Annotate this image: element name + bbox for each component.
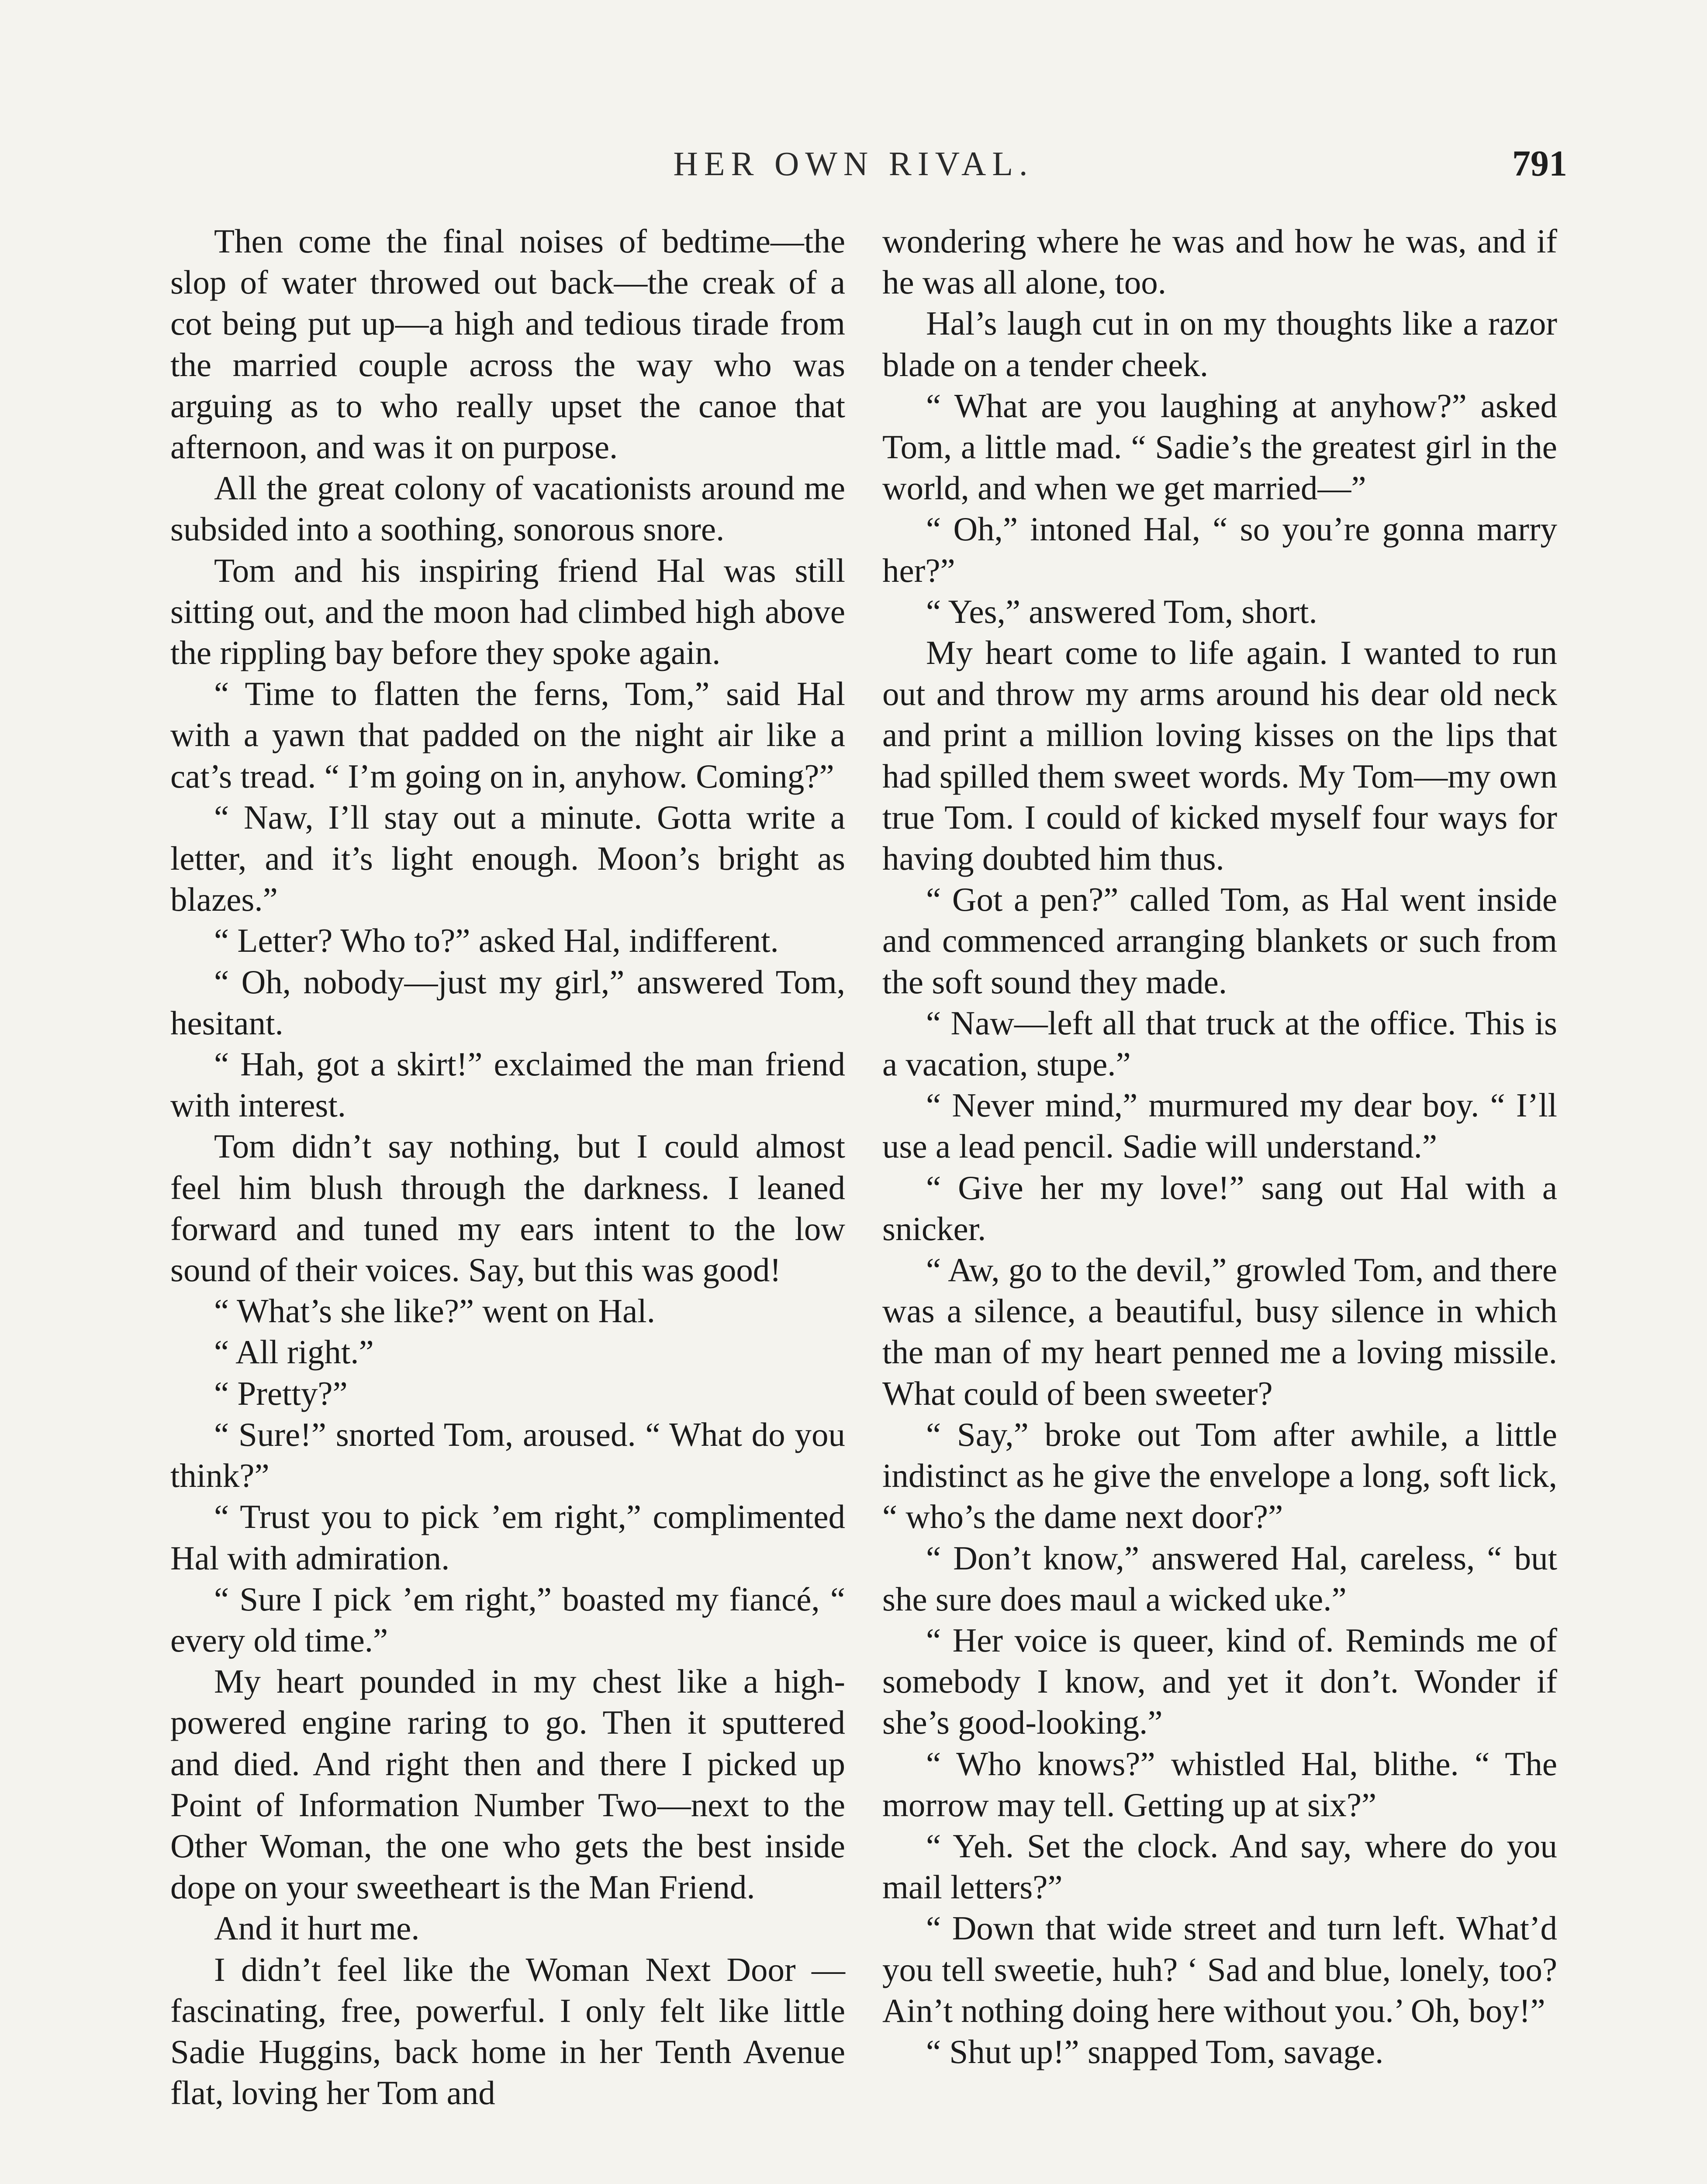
paragraph: “ Pretty?” xyxy=(214,1374,348,1412)
paragraph: “ Got a pen?” called Tom, as Hal went inside and commenced arranging blankets or such from the soft sound they made. xyxy=(882,881,1557,1001)
left-column xyxy=(170,221,845,2113)
paragraph: “ What are you laughing at anyhow?” asked Tom, a little mad. “ Sadie’s the greatest girl in the world, and when we get married—” xyxy=(882,387,1557,507)
paragraph: “ Time to flatten the ferns, Tom,” said Hal with a yawn that padded on the night air like a cat’s tread. “ I’m going on in, anyhow. Coming?” xyxy=(170,675,845,795)
page-number: 791 xyxy=(1512,143,1567,184)
paragraph: “ Aw, go to the devil,” growled Tom, and there was a silence, a beautiful, busy silence in which the man of my heart penned me a loving missile. What could of been sweeter? xyxy=(882,1251,1557,1412)
paragraph: And it hurt me. xyxy=(214,1909,420,1947)
paragraph: “ Down that wide street and turn left. What’d you tell sweetie, huh? ‘ Sad and blue, lonely, too? Ain’t nothing doing here without you.’ Oh, boy!” xyxy=(882,1909,1557,2029)
paragraph: “ What’s she like?” went on Hal. xyxy=(214,1292,655,1330)
paragraph: I didn’t feel like the Woman Next Door —fascinating, free, powerful. I only felt like little Sadie Huggins, back home in her Tenth Avenue flat, loving her Tom and xyxy=(170,1950,845,2112)
page-title: HER OWN RIVAL. xyxy=(673,145,1034,183)
paragraph: Hal’s laugh cut in on my thoughts like a razor blade on a tender cheek. xyxy=(882,304,1557,384)
paragraph: “ Shut up!” snapped Tom, savage. xyxy=(926,2032,1384,2070)
paragraph: My heart pounded in my chest like a high-powered engine raring to go. Then it sputtered and died. And right then and there I picked up Point of Information Number Two—next to the Other Woman, the one who gets the best inside dope on your sweetheart is the Man Friend. xyxy=(170,1662,845,1906)
paragraph: “ Give her my love!” sang out Hal with a snicker. xyxy=(882,1168,1557,1248)
paragraph-continuation: wondering where he was and how he was, and if he was all alone, too. xyxy=(882,222,1557,301)
paragraph: All the great colony of vacationists around me subsided into a soothing, sonorous snore. xyxy=(170,469,845,548)
paragraph: “ Hah, got a skirt!” exclaimed the man friend with interest. xyxy=(170,1045,845,1124)
paragraph: “ Oh, nobody—just my girl,” answered Tom, hesitant. xyxy=(170,963,845,1042)
paragraph: “ Don’t know,” answered Hal, careless, “ but she sure does maul a wicked uke.” xyxy=(882,1539,1557,1618)
paragraph: Tom and his inspiring friend Hal was still sitting out, and the moon had climbed high above the rippling bay before they spoke again. xyxy=(170,551,845,672)
paragraph: “ Letter? Who to?” asked Hal, indifferent. xyxy=(214,922,779,960)
paragraph: “ Naw, I’ll stay out a minute. Gotta write a letter, and it’s light enough. Moon’s bright as blazes.” xyxy=(170,798,845,919)
paragraph: “ Say,” broke out Tom after awhile, a little indistinct as he give the envelope a long, soft lick, “ who’s the dame next door?” xyxy=(882,1415,1557,1536)
right-column xyxy=(882,221,1557,2072)
paragraph: Then come the final noises of bedtime—the slop of water throwed out back—the creak of a cot being put up—a high and tedious tirade from the married couple across the way who was arguing as to who really upset the canoe that afternoon, and was it on purpose. xyxy=(170,222,845,466)
paragraph: “ Sure I pick ’em right,” boasted my fiancé, “ every old time.” xyxy=(170,1580,845,1659)
paragraph: “ Trust you to pick ’em right,” complimented Hal with admiration. xyxy=(170,1498,845,1577)
paragraph: “ Naw—left all that truck at the office. This is a vacation, stupe.” xyxy=(882,1004,1557,1083)
running-head xyxy=(0,144,1707,197)
paragraph: “ Who knows?” whistled Hal, blithe. “ The morrow may tell. Getting up at six?” xyxy=(882,1745,1557,1824)
paragraph: “ Sure!” snorted Tom, aroused. “ What do you think?” xyxy=(170,1415,845,1495)
paragraph: “ Never mind,” murmured my dear boy. “ I’ll use a lead pencil. Sadie will understand.” xyxy=(882,1086,1557,1165)
paragraph: My heart come to life again. I wanted to run out and throw my arms around his dear old neck and print a million loving kisses on the lips that had spilled them sweet words. My Tom—my own true Tom. I could of kicked myself four ways for having doubted him thus. xyxy=(882,634,1557,878)
paragraph: “ Yes,” answered Tom, short. xyxy=(926,592,1317,630)
paragraph: Tom didn’t say nothing, but I could almost feel him blush through the darkness. I leaned forward and tuned my ears intent to the low sound of their voices. Say, but this was good! xyxy=(170,1127,845,1289)
paragraph: “ Yeh. Set the clock. And say, where do you mail letters?” xyxy=(882,1827,1557,1906)
paragraph: “ Oh,” intoned Hal, “ so you’re gonna marry her?” xyxy=(882,510,1557,589)
paragraph: “ Her voice is queer, kind of. Reminds me of somebody I know, and yet it don’t. Wonder if she’s good-looking.” xyxy=(882,1621,1557,1742)
paragraph: “ All right.” xyxy=(214,1333,374,1371)
